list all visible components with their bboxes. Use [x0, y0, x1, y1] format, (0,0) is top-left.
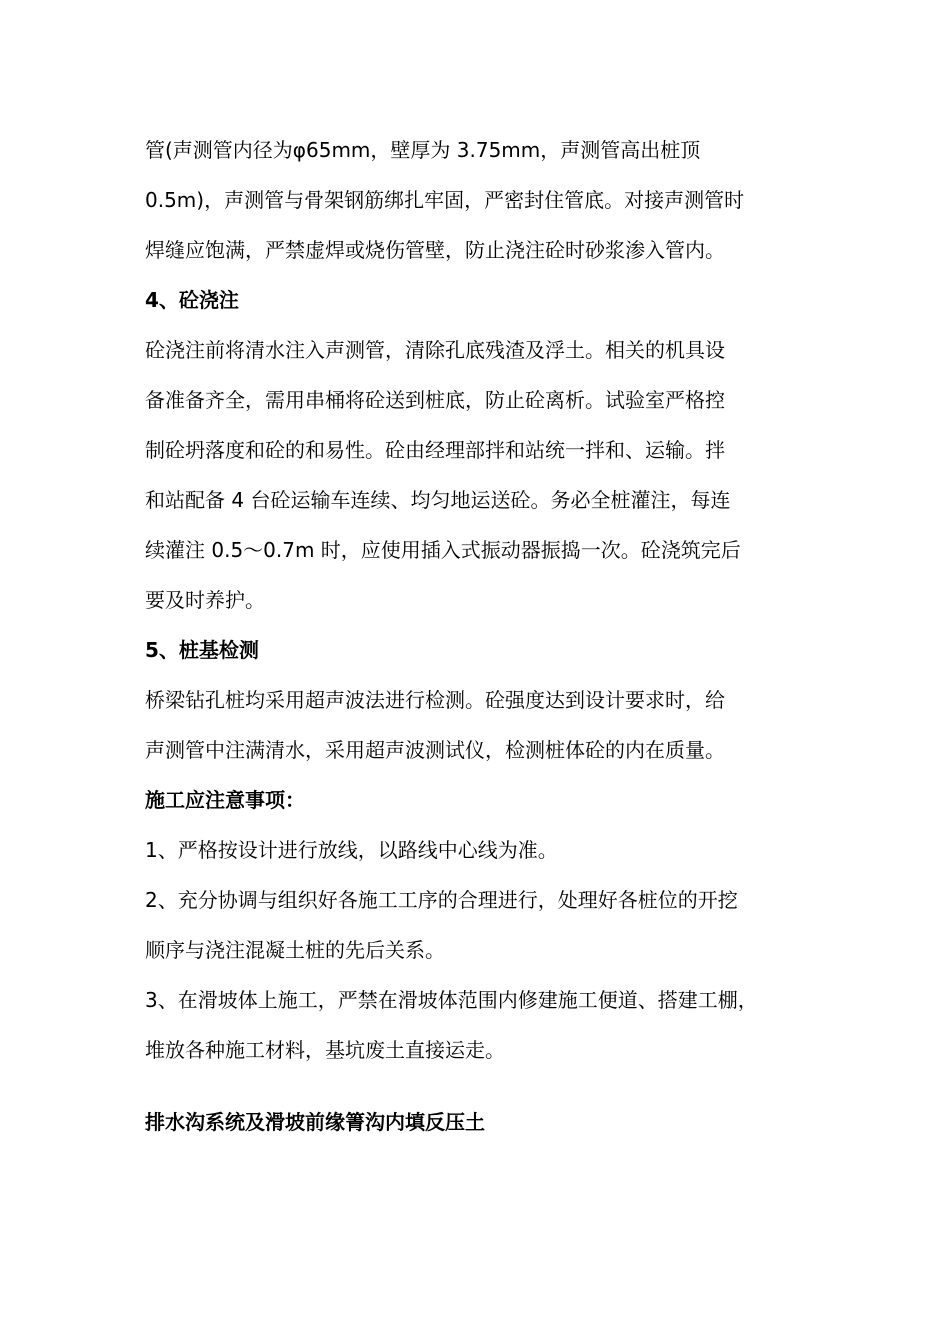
list-item: 1、严格按设计进行放线，以路线中心线为准。: [145, 838, 558, 862]
paragraph-line: 砼浇注前将清水注入声测管，清除孔底残渣及浮土。相关的机具设: [145, 338, 725, 362]
list-item: 3、在滑坡体上施工，严禁在滑坡体范围内修建施工便道、搭建工棚，: [145, 988, 758, 1012]
paragraph-line: 备准备齐全，需用串桶将砼送到桩底，防止砼离析。试验室严格控: [145, 388, 725, 412]
section-heading: 4、砼浇注: [145, 288, 239, 312]
paragraph-line: 顺序与浇注混凝土桩的先后关系。: [145, 938, 445, 962]
paragraph-line: 桥梁钻孔桩均采用超声波法进行检测。砼强度达到设计要求时，给: [145, 688, 725, 712]
section-heading: 排水沟系统及滑坡前缘箐沟内填反压土: [145, 1110, 485, 1134]
paragraph-line: 要及时养护。: [145, 588, 265, 612]
paragraph-line: 堆放各种施工材料，基坑废土直接运走。: [145, 1038, 505, 1062]
paragraph-line: 焊缝应饱满，严禁虚焊或烧伤管壁，防止浇注砼时砂浆渗入管内。: [145, 238, 725, 262]
paragraph-line: 制砼坍落度和砼的和易性。砼由经理部拌和站统一拌和、运输。拌: [145, 438, 725, 462]
paragraph-line: 0.5m)，声测管与骨架钢筋绑扎牢固，严密封住管底。对接声测管时: [145, 188, 745, 212]
section-heading: 施工应注意事项：: [145, 788, 305, 812]
list-item: 2、充分协调与组织好各施工工序的合理进行，处理好各桩位的开挖: [145, 888, 738, 912]
paragraph-line: 和站配备 4 台砼运输车连续、均匀地运送砼。务必全桩灌注，每连: [145, 488, 731, 512]
paragraph-line: 管(声测管内径为φ65mm，壁厚为 3.75mm，声测管高出桩顶: [145, 138, 701, 162]
section-heading: 5、桩基检测: [145, 638, 259, 662]
paragraph-line: 声测管中注满清水，采用超声波测试仪，检测桩体砼的内在质量。: [145, 738, 725, 762]
paragraph-line: 续灌注 0.5～0.7m 时，应使用插入式振动器振捣一次。砼浇筑完后: [145, 538, 741, 562]
